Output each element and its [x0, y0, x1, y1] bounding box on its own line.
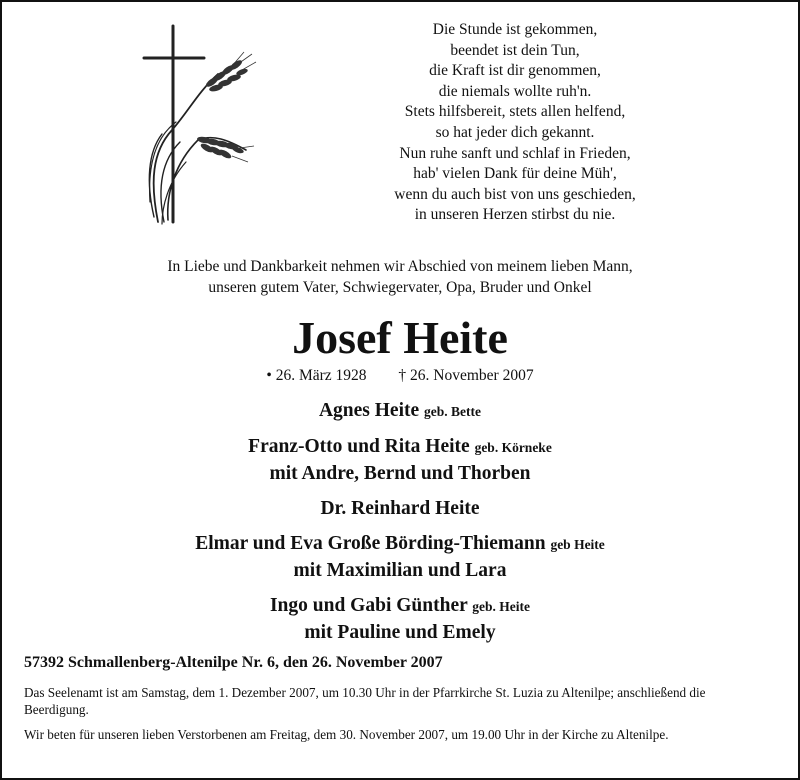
poem-line: Stets hilfsbereit, stets allen helfend, — [404, 103, 626, 121]
family-member-name: mit Pauline und Emely — [304, 622, 496, 643]
family-member-name: mit Andre, Bernd und Thorben — [269, 463, 531, 484]
deceased-name: Josef Heite — [292, 312, 508, 363]
family-member-name: mit Maximilian und Lara — [293, 560, 507, 581]
cross-with-wheat-icon — [128, 22, 258, 227]
death-date: † 26. November 2007 — [398, 367, 534, 384]
poem-line: so hat jeder dich gekannt. — [435, 123, 595, 141]
farewell-intro — [80, 256, 720, 298]
family-line — [0, 496, 800, 522]
family-member-name: Dr. Reinhard Heite — [320, 498, 480, 519]
poem-line: wenn du auch bist von uns geschieden, — [394, 185, 636, 203]
poem-line: die niemals wollte ruh'n. — [438, 82, 592, 100]
prayer-notice: Wir beten für unseren lieben Verstorbenen am Freitag, dem 30. November 2007, um 19.00 Uhr in der Kirche zu Altenilpe. — [24, 727, 669, 742]
life-dates — [0, 366, 800, 386]
family-group — [0, 593, 800, 646]
family-list — [0, 398, 800, 655]
poem-line: Nun ruhe sanft und schlaf in Frieden, — [399, 144, 631, 162]
poem-line: Die Stunde ist gekommen, — [432, 21, 598, 38]
intro-line: In Liebe und Dankbarkeit nehmen wir Abschied von meinem lieben Mann, — [167, 258, 633, 275]
family-member-name: Franz-Otto und Rita Heite — [248, 436, 470, 457]
family-group — [0, 434, 800, 487]
place-and-date: 57392 Schmallenberg-Altenilpe Nr. 6, den 26. November 2007 — [24, 654, 443, 671]
family-line — [0, 593, 800, 620]
family-line — [0, 434, 800, 461]
maiden-name-note: geb Heite — [550, 537, 605, 552]
poem-line: in unseren Herzen stirbst du nie. — [414, 206, 616, 224]
maiden-name-note: geb. Bette — [424, 404, 482, 419]
family-line — [0, 531, 800, 558]
poem-line: die Kraft ist dir genommen, — [429, 62, 601, 80]
poem-line: beendet ist dein Tun, — [450, 41, 580, 59]
family-line — [0, 620, 800, 646]
memorial-poem — [350, 20, 680, 226]
family-member-name: Elmar und Eva Große Börding-Thiemann — [195, 533, 546, 554]
family-member-name: Agnes Heite — [318, 400, 420, 421]
intro-line: unseren gutem Vater, Schwiegervater, Opa, Bruder und Onkel — [208, 279, 592, 296]
family-line — [0, 461, 800, 487]
poem-line: hab' vielen Dank für deine Müh', — [413, 165, 617, 183]
family-group — [0, 398, 800, 425]
maiden-name-note: geb. Heite — [472, 599, 531, 614]
family-member-name: Ingo und Gabi Günther — [269, 595, 468, 616]
family-line — [0, 398, 800, 425]
family-group — [0, 531, 800, 584]
family-line — [0, 558, 800, 584]
birth-date: • 26. März 1928 — [266, 367, 367, 384]
family-group — [0, 496, 800, 522]
funeral-notice: Das Seelenamt ist am Samstag, dem 1. Dezember 2007, um 10.30 Uhr in der Pfarrkirche St. Luzia zu Altenilpe; anschließend die Beerdigung. — [24, 685, 706, 717]
maiden-name-note: geb. Körneke — [474, 440, 552, 455]
